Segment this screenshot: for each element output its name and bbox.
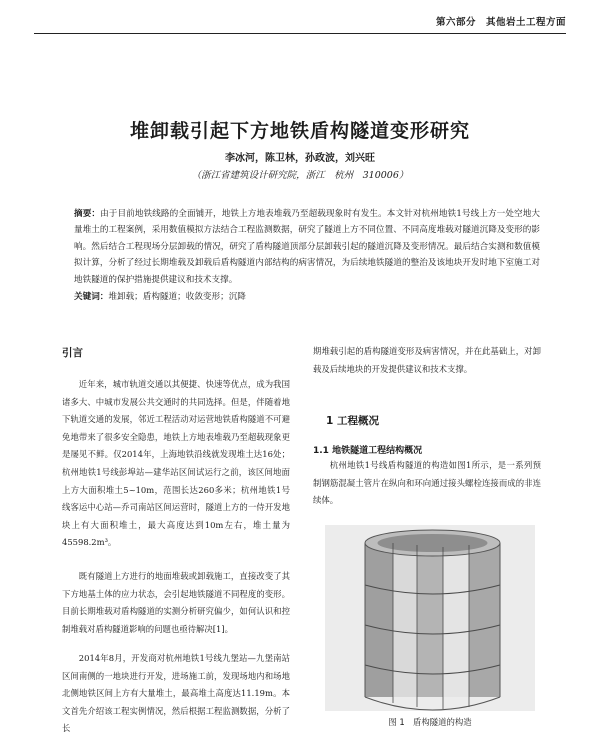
section1-1-para: 杭州地铁1号线盾构隧道的构造如图1所示，是一系列预制钢筋混凝土管片在纵向和环向通过接头螺栓连接而成的非连续体。 — [313, 460, 541, 506]
intro-heading: 引言 — [62, 347, 83, 359]
section1-heading: 1 工程概况 — [326, 415, 379, 427]
intro-para-3-cont: 期堆载引起的盾构隧道变形及病害情况，并在此基础上，对卸载及后续地块的开发提供建议和技术支撑。 — [313, 346, 541, 374]
intro-para-3-block — [62, 650, 290, 738]
figure-caption: 图 1 盾构隧道的构造 — [388, 717, 472, 727]
intro-heading-block — [62, 345, 290, 360]
keywords-text: 堆卸载；盾构隧道；收敛变形；沉降 — [108, 292, 246, 302]
running-header: 第六部分 其他岩土工程方面 — [435, 17, 566, 28]
abstract-label: 摘要： — [74, 209, 101, 219]
section1-heading-block — [326, 413, 379, 428]
tunnel-figure — [325, 525, 535, 711]
intro-para-1-block — [62, 376, 290, 552]
intro-para-2: 既有隧道上方进行的地面堆载或卸载施工，直接改变了其下方地基土体的应力状态，会引起地铁隧道不同程度的变形。目前长期堆载对盾构隧道的实测分析研究偏少，如何认识和控制堆载对盾构隧道影响的问题也亟待解决[1]。 — [62, 571, 290, 634]
abstract-text: 由于目前地铁线路的全面铺开，地铁上方地表堆载乃至超载现象时有发生。本文针对杭州地铁1号线上方一处空地大量堆土的工程案例，采用数值模拟方法结合工程监测数据，研究了隧道上方不同位置、不同高度堆载对隧道沉降及变形的影响。然后结合工程现场分层卸载的情况，研究了盾构隧道顶部分层卸载引起的隧道沉降及变形情况。最后结合实测和数值模拟计算，分析了经过长期堆载及卸载后盾构隧道内部结构的病害情况，为后续地铁隧道的整治及该地块开发时地下室施工对地铁隧道的保护措施提供建议和技术支撑。 — [74, 209, 540, 285]
right-col-continuation — [313, 343, 541, 378]
header-rule — [34, 33, 566, 34]
keywords-label: 关键词： — [74, 292, 109, 302]
abstract — [74, 206, 540, 288]
affiliation: （浙江省建筑设计研究院，浙江 杭州 310006） — [191, 170, 409, 181]
section1-1-para-block — [313, 457, 541, 510]
intro-para-3: 2014年8月，开发商对杭州地铁1号线九堡站—九堡南站区间南侧的一地块进行开发，进场施工前，发现场地内和场地北侧地铁区间上方有大量堆土，最高堆土高度达11.19m。本文首先介绍该工程实例情况，然后根据工程监测数据，分析了长 — [62, 653, 290, 734]
section1-1-heading: 1.1 地铁隧道工程结构概况 — [313, 446, 423, 456]
intro-para-2-block — [62, 568, 290, 638]
authors: 李冰河，陈卫林，孙政波，刘兴旺 — [225, 153, 375, 164]
tunnel-illustration — [325, 525, 535, 711]
paper-title: 堆卸载引起下方地铁盾构隧道变形研究 — [129, 120, 470, 142]
keywords — [74, 290, 540, 302]
intro-para-1: 近年来，城市轨道交通以其便捷、快速等优点，成为我国诸多大、中城市发展公共交通时的共同选择。但是，伴随着地下轨道交通的发展，邻近工程活动对运营地铁盾构隧道不可避免地带来了很多安全隐患，地铁上方地表堆载乃至超载现象更是屡见不鲜。仅2014年，上海地铁沿线就发现堆土达16处；杭州地铁1号线彭埠站—建华站区间试运行之前，该区间地面上方大面积堆土5~10m，范围长达260多米；杭州地铁1号线客运中心站—乔司南站区间运营时，隧道上方的一侍开发地块上有大面积堆土，最大高度达到10m左右，堆土量为45598.2m³。 — [62, 379, 290, 548]
section1-1-heading-block — [313, 443, 422, 456]
